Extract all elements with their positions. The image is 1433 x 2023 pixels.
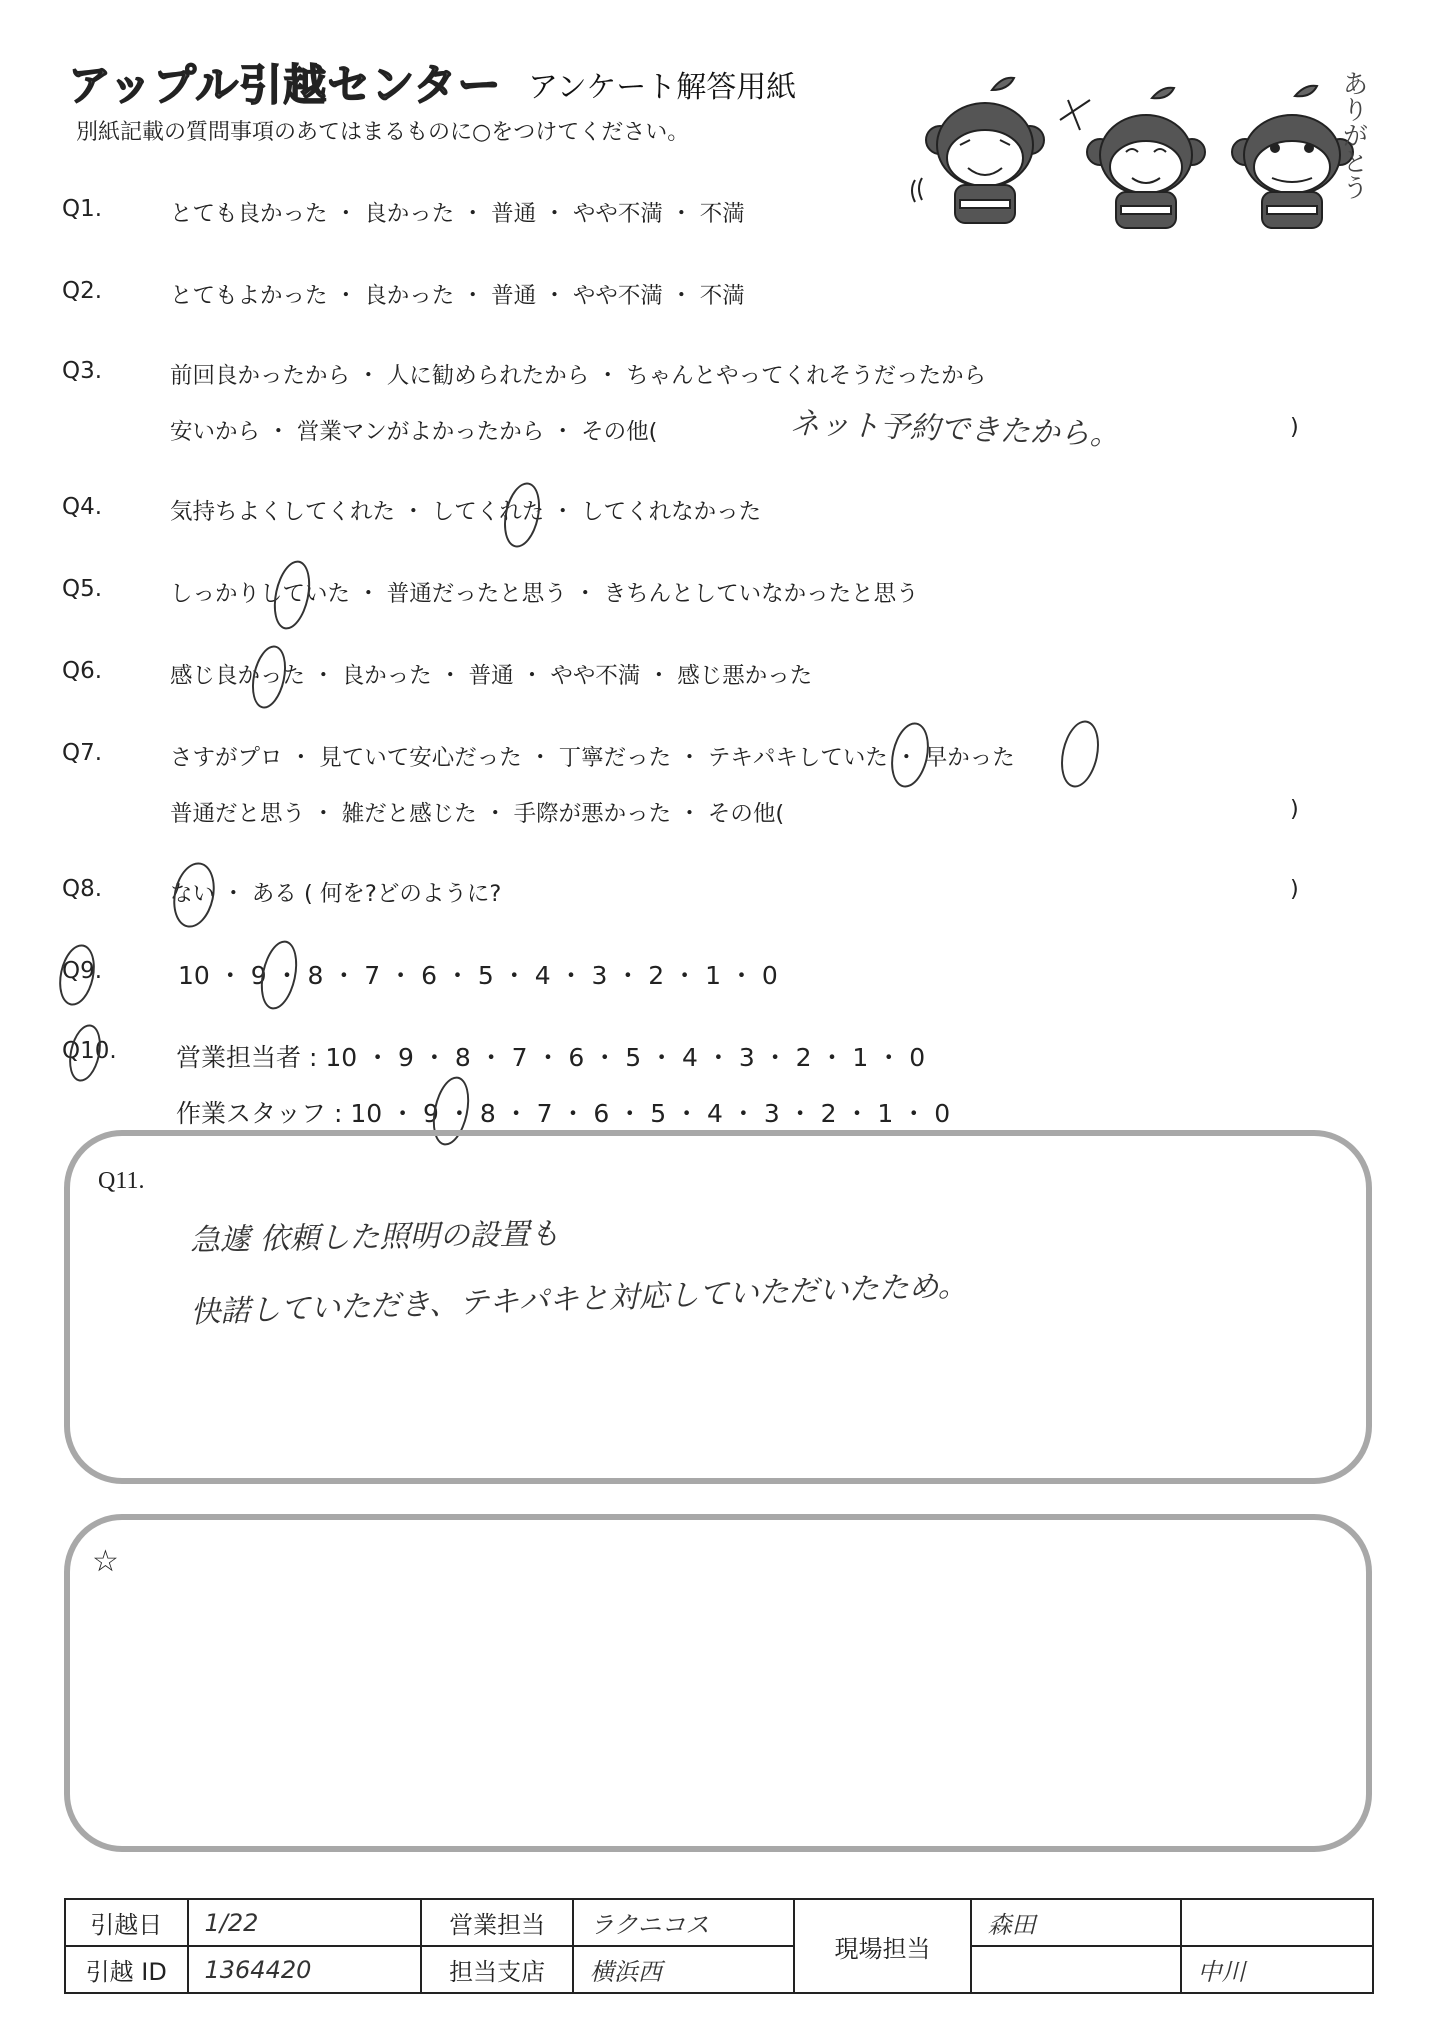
- q9-label-circle: [54, 941, 103, 1009]
- q7-selection-circle-2: [1055, 717, 1104, 791]
- mascot-illustration: [900, 60, 1370, 240]
- q3-label: Q3.: [62, 358, 103, 384]
- notes-box[interactable]: [64, 1514, 1372, 1852]
- q4-selection-circle: [499, 479, 546, 551]
- q11-answer-line2: 快諾していただき、テキパキと対応していただいたため。: [189, 1268, 969, 1331]
- move-id-value[interactable]: 1364420: [188, 1946, 422, 1993]
- q8-close-paren: ): [1290, 876, 1299, 902]
- site-staff-empty-cell-2[interactable]: [971, 1946, 1181, 1993]
- q7-label: Q7.: [62, 740, 103, 766]
- q10-sales-scale[interactable]: 営業担当者 : 10 ・ 9 ・ 8 ・ 7 ・ 6 ・ 5 ・ 4 ・ 3 ・ 2 ・ 1 ・ 0: [176, 1043, 926, 1072]
- q2-options[interactable]: とてもよかった ・ 良かった ・ 普通 ・ やや不満 ・ 不満: [170, 283, 745, 309]
- q7-close-paren: ): [1290, 796, 1299, 822]
- q11-label: Q11.: [98, 1168, 145, 1194]
- site-staff-label: 現場担当: [794, 1899, 970, 1993]
- q5-selection-circle: [268, 557, 316, 633]
- q7-selection-circle-1: [886, 719, 935, 791]
- q11-comment-box[interactable]: [64, 1130, 1372, 1484]
- q1-label: Q1.: [62, 196, 103, 222]
- q9-selection-circle: [255, 937, 303, 1013]
- q10-label: Q10.: [62, 1038, 117, 1064]
- q2-label: Q2.: [62, 278, 103, 304]
- sales-label: 営業担当: [421, 1899, 572, 1946]
- q8-selection-circle: [168, 859, 221, 932]
- q7-options-line2[interactable]: 普通だと思う ・ 雑だと感じた ・ 手際が悪かった ・ その他(: [170, 801, 785, 827]
- sales-value[interactable]: ラクニコス: [573, 1899, 794, 1946]
- q6-selection-circle: [247, 642, 292, 711]
- move-date-label: 引越日: [65, 1899, 188, 1946]
- q9-label: Q9.: [62, 958, 103, 984]
- q8-options[interactable]: ない ・ ある ( 何を?どのように?: [170, 881, 502, 907]
- q8-label: Q8.: [62, 876, 103, 902]
- site-staff-empty-cell[interactable]: [1181, 1899, 1374, 1946]
- q3-options-line2[interactable]: 安いから ・ 営業マンがよかったから ・ その他(: [170, 419, 658, 445]
- move-info-table: [64, 1898, 1374, 1994]
- q5-options[interactable]: しっかりしていた ・ 普通だったと思う ・ きちんとしていなかったと思う: [170, 581, 919, 607]
- q4-options[interactable]: 気持ちよくしてくれた ・ してくれた ・ してくれなかった: [170, 499, 762, 525]
- form-subtitle: アンケート解答用紙: [528, 70, 797, 105]
- q6-label: Q6.: [62, 658, 103, 684]
- site-staff-2[interactable]: 中川: [1181, 1946, 1374, 1993]
- q3-options-line1[interactable]: 前回良かったから ・ 人に勧められたから ・ ちゃんとやってくれそうだったから: [170, 363, 987, 389]
- q11-answer-line1: 急遽 依頼した照明の設置も: [189, 1216, 560, 1259]
- mascot-caption: ありがとう: [1338, 70, 1368, 200]
- q10-staff-scale[interactable]: 作業スタッフ : 10 ・ 9 ・ 8 ・ 7 ・ 6 ・ 5 ・ 4 ・ 3 ・ 2 ・ 1 ・ 0: [176, 1099, 951, 1128]
- site-staff-1[interactable]: 森田: [971, 1899, 1181, 1946]
- q4-label: Q4.: [62, 494, 103, 520]
- q10-label-circle: [64, 1022, 105, 1085]
- q3-close-paren: ): [1290, 414, 1299, 440]
- monkey-mascots-icon: [900, 60, 1370, 240]
- branch-label: 担当支店: [421, 1946, 572, 1993]
- branch-value[interactable]: 横浜西: [573, 1946, 794, 1993]
- q6-options[interactable]: 感じ良かった ・ 良かった ・ 普通 ・ やや不満 ・ 感じ悪かった: [170, 663, 813, 689]
- star-icon: ☆: [92, 1544, 119, 1579]
- q7-options-line1[interactable]: さすがプロ ・ 見ていて安心だった ・ 丁寧だった ・ テキパキしていた ・ 早かった: [170, 745, 1015, 771]
- instruction-text: 別紙記載の質問事項のあてはまるものに○をつけてください。: [76, 120, 690, 145]
- brand-title: アップル引越センター: [68, 61, 502, 111]
- q1-options[interactable]: とても良かった ・ 良かった ・ 普通 ・ やや不満 ・ 不満: [170, 201, 745, 227]
- move-id-label: 引越 ID: [65, 1946, 188, 1993]
- q9-scale[interactable]: 10 ・ 9 ・ 8 ・ 7 ・ 6 ・ 5 ・ 4 ・ 3 ・ 2 ・ 1 ・ 0: [178, 961, 778, 990]
- q5-label: Q5.: [62, 576, 103, 602]
- move-date-value[interactable]: 1/22: [188, 1899, 422, 1946]
- q3-other-answer[interactable]: ネット予約できたから。: [789, 406, 1121, 453]
